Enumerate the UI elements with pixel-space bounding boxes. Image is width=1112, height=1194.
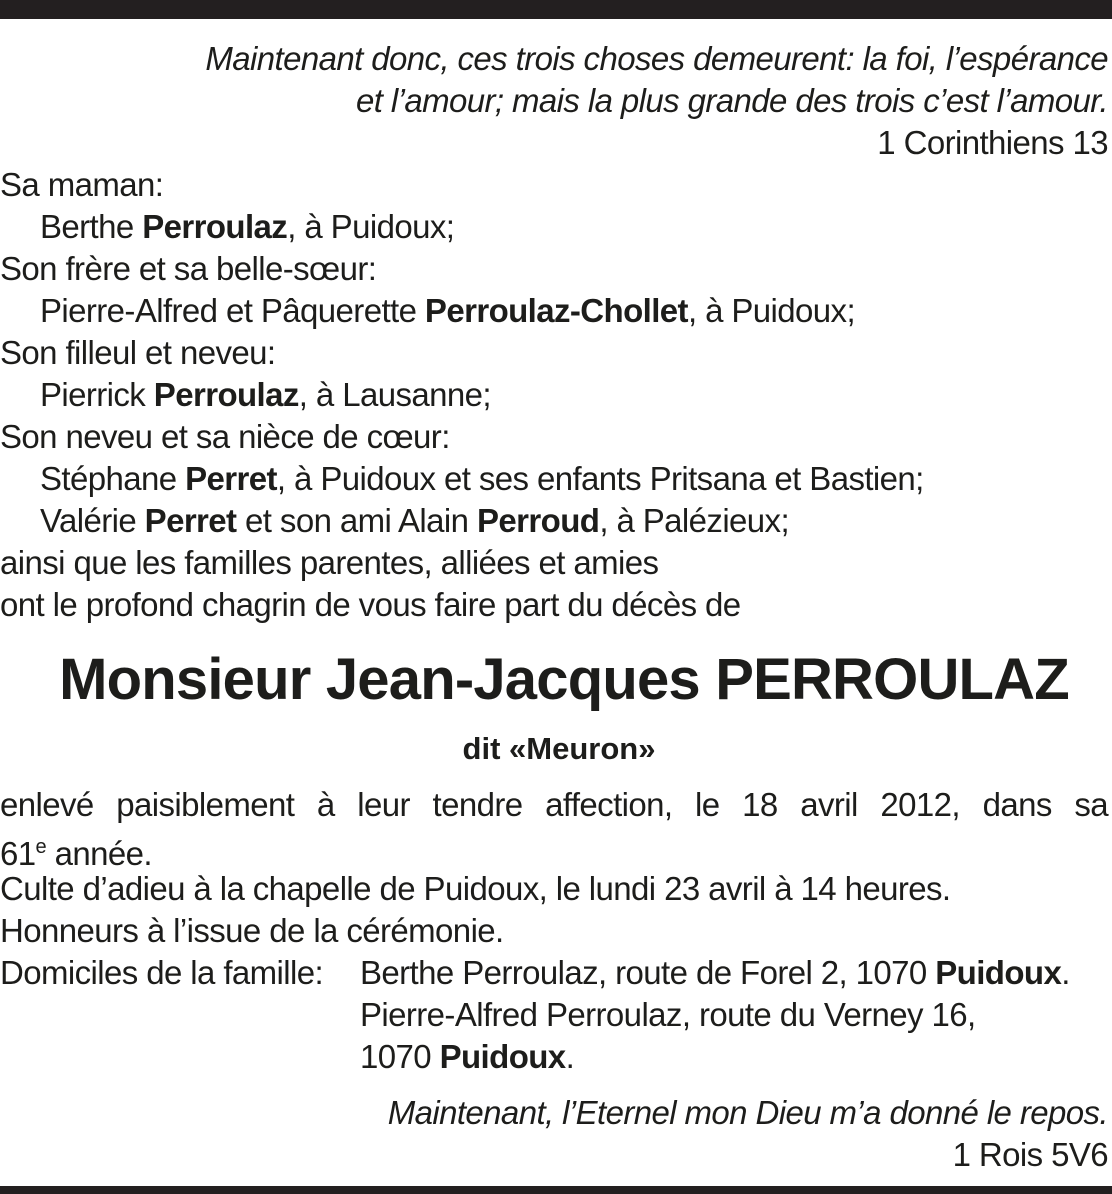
quote-bottom-text: Maintenant, l’Eternel mon Dieu m’a donné le repos. bbox=[387, 1094, 1108, 1131]
brother-place: , à Puidoux; bbox=[687, 292, 856, 329]
godson-label: Son filleul et neveu: bbox=[0, 334, 276, 371]
age-rest: année. bbox=[46, 835, 152, 872]
brother-entry bbox=[0, 290, 1112, 332]
valerie-entry bbox=[0, 500, 1112, 542]
deceased-name: Monsieur Jean-Jacques PERROULAZ bbox=[59, 647, 1069, 712]
godson-first: Pierrick bbox=[40, 376, 146, 413]
valerie-first: Valérie bbox=[40, 502, 137, 539]
closing-line-2: ont le profond chagrin de vous faire part du décès de bbox=[0, 586, 741, 623]
address-1-text: Berthe Perroulaz, route de Forel 2, 1070 bbox=[360, 954, 927, 991]
valerie-last: Perret bbox=[144, 502, 237, 539]
age-suffix: e bbox=[35, 836, 47, 858]
mother-last: Perroulaz bbox=[142, 208, 288, 245]
honours-line: Honneurs à l’issue de la cérémonie. bbox=[0, 912, 504, 949]
brother-last: Perroulaz-Chollet bbox=[424, 292, 688, 329]
valerie-place: , à Palézieux; bbox=[599, 502, 790, 539]
heart-label: Son neveu et sa nièce de cœur: bbox=[0, 418, 450, 455]
godson-entry bbox=[0, 374, 1112, 416]
domicile-row-1 bbox=[0, 952, 1108, 994]
address-3-city: Puidoux bbox=[439, 1038, 566, 1075]
address-2: Pierre-Alfred Perroulaz, route du Verney 16, bbox=[360, 996, 976, 1033]
quote-top-reference: 1 Corinthiens 13 bbox=[877, 124, 1108, 161]
godson-last: Perroulaz bbox=[153, 376, 299, 413]
service-line: Culte d’adieu à la chapelle de Puidoux, le lundi 23 avril à 14 heures. bbox=[0, 870, 951, 907]
address-1-period: . bbox=[1061, 954, 1070, 991]
alain-last: Perroud bbox=[476, 502, 600, 539]
mother-place: , à Puidoux; bbox=[287, 208, 455, 245]
mother-first: Berthe bbox=[40, 208, 134, 245]
address-1 bbox=[360, 952, 1070, 994]
address-3 bbox=[360, 1036, 574, 1078]
passing-line-1: enlevé paisiblement à leur tendre affection, le 18 avril 2012, dans sa bbox=[0, 786, 1108, 823]
mother-entry bbox=[0, 206, 1112, 248]
address-1-city: Puidoux bbox=[935, 954, 1062, 991]
brother-label: Son frère et sa belle-sœur: bbox=[0, 250, 377, 287]
stephane-rest: , à Puidoux et ses enfants Pritsana et Bastien; bbox=[276, 460, 924, 497]
closing-line-1: ainsi que les familles parentes, alliées et amies bbox=[0, 544, 659, 581]
quote-top-line-2: et l’amour; mais la plus grande des trois c’est l’amour. bbox=[355, 82, 1108, 119]
mother-label: Sa maman: bbox=[0, 166, 164, 203]
valerie-mid: et son ami Alain bbox=[245, 502, 469, 539]
bottom-border-rule bbox=[0, 1186, 1112, 1194]
stephane-first: Stéphane bbox=[40, 460, 177, 497]
address-3-period: . bbox=[565, 1038, 575, 1075]
age-number: 61 bbox=[0, 835, 36, 872]
deceased-nickname: dit «Meuron» bbox=[462, 731, 656, 766]
brother-first: Pierre-Alfred et Pâquerette bbox=[40, 292, 417, 329]
address-3-zip: 1070 bbox=[360, 1038, 432, 1075]
godson-place: , à Lausanne; bbox=[298, 376, 491, 413]
stephane-entry bbox=[0, 458, 1112, 500]
domicile-label: Domiciles de la famille: bbox=[0, 954, 324, 991]
quote-top-line-1: Maintenant donc, ces trois choses demeurent: la foi, l’espérance bbox=[205, 40, 1108, 77]
top-border-rule bbox=[0, 0, 1112, 19]
stephane-last: Perret bbox=[185, 460, 277, 497]
quote-bottom-reference: 1 Rois 5V6 bbox=[952, 1136, 1108, 1173]
